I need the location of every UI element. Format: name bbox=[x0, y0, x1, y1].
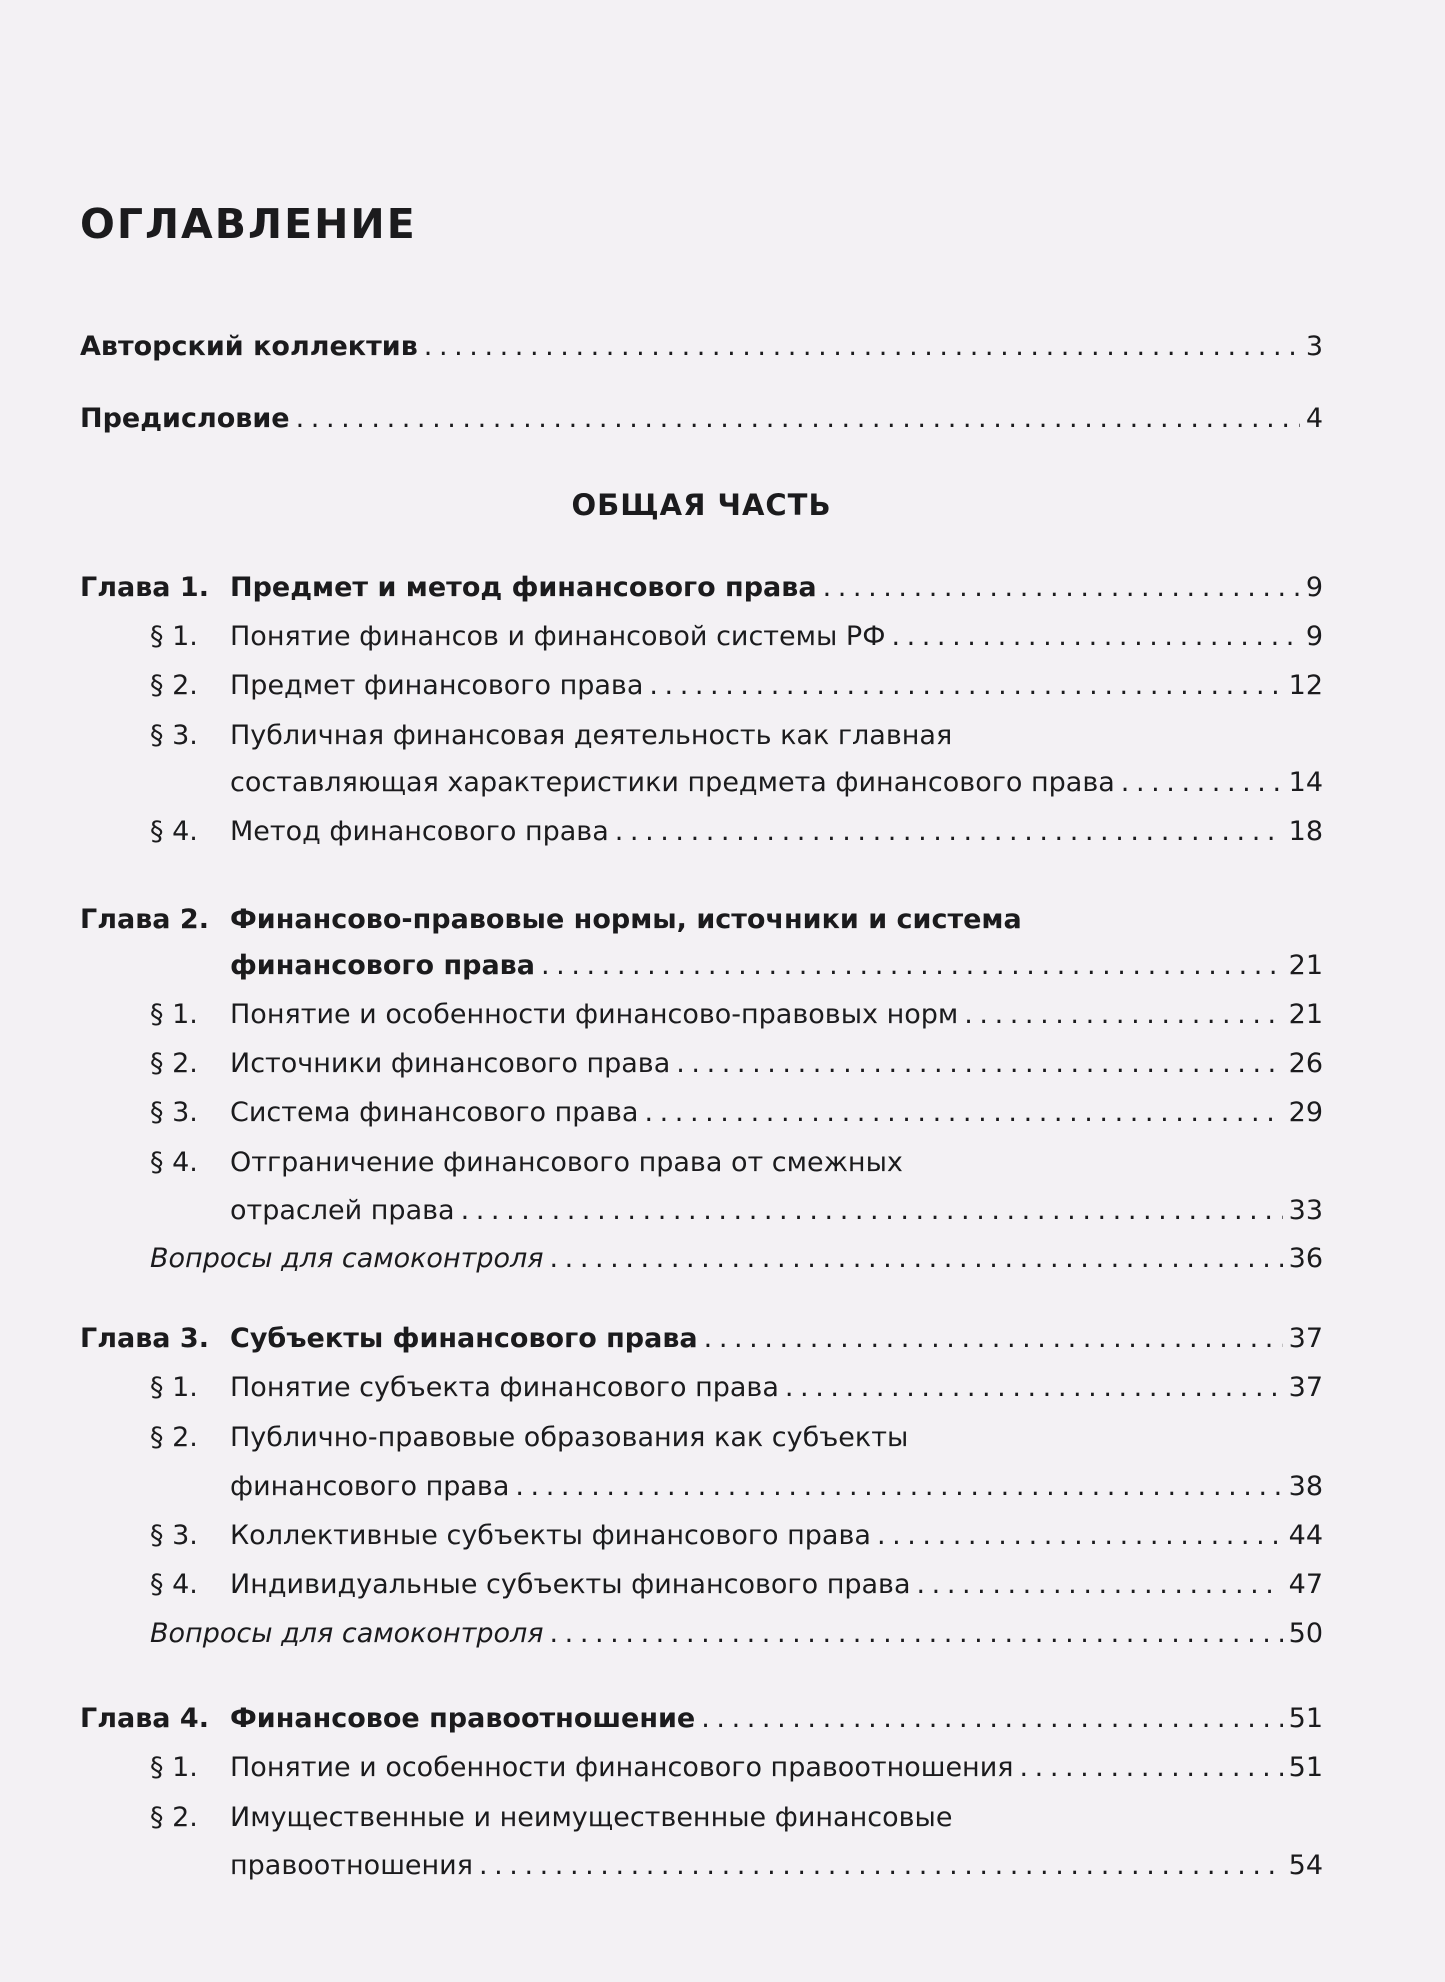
toc-leader bbox=[461, 1189, 1283, 1233]
toc-entry-label: Авторский коллектив bbox=[80, 331, 418, 362]
toc-leader bbox=[1121, 761, 1283, 805]
toc-questions[interactable] bbox=[150, 1237, 1323, 1281]
toc-leader bbox=[550, 1237, 1283, 1281]
toc-entry-line1: Публично-правовые образования как субъекты bbox=[230, 1422, 909, 1453]
toc-page-number: 18 bbox=[1288, 816, 1323, 847]
toc-entry-line1: Отграничение финансового права от смежных bbox=[230, 1147, 903, 1178]
toc-leader bbox=[649, 664, 1282, 708]
toc-leader bbox=[1020, 1746, 1283, 1790]
toc-entry-label: Источники финансового права bbox=[230, 1048, 671, 1079]
toc-entry[interactable] bbox=[230, 1465, 1323, 1509]
toc-entry[interactable] bbox=[230, 1366, 1323, 1410]
toc-entry-label: отраслей права bbox=[230, 1195, 455, 1226]
toc-page-number: 26 bbox=[1288, 1048, 1323, 1079]
toc-entry[interactable] bbox=[230, 1746, 1323, 1790]
toc-leader bbox=[823, 566, 1300, 610]
paragraph-number: § 1. bbox=[150, 1372, 198, 1403]
toc-page-number: 51 bbox=[1288, 1752, 1323, 1783]
toc-entry-authors[interactable] bbox=[80, 325, 1323, 369]
toc-entry-label: Понятие и особенности финансового правоотношения bbox=[230, 1752, 1014, 1783]
toc-entry[interactable] bbox=[230, 664, 1323, 708]
toc-page-number: 33 bbox=[1288, 1195, 1323, 1226]
chapter-title: Предмет и метод финансового права bbox=[230, 572, 817, 603]
toc-entry-label: Понятие субъекта финансового права bbox=[230, 1372, 779, 1403]
chapter-title-line1: Финансово-правовые нормы, источники и система bbox=[230, 904, 1022, 935]
paragraph-number: § 3. bbox=[150, 720, 198, 751]
toc-leader bbox=[676, 1042, 1282, 1086]
paragraph-number: § 2. bbox=[150, 670, 198, 701]
toc-entry[interactable] bbox=[230, 1189, 1323, 1233]
toc-entry[interactable] bbox=[230, 761, 1323, 805]
toc-page-number: 12 bbox=[1288, 670, 1323, 701]
chapter-number: Глава 1. bbox=[80, 572, 209, 603]
chapter-number: Глава 2. bbox=[80, 904, 209, 935]
paragraph-number: § 4. bbox=[150, 816, 198, 847]
paragraph-number: § 4. bbox=[150, 1147, 198, 1178]
toc-leader bbox=[615, 810, 1283, 854]
toc-entry[interactable] bbox=[230, 1514, 1323, 1558]
toc-entry-line1: Публичная финансовая деятельность как главная bbox=[230, 720, 953, 751]
section-heading: ОБЩАЯ ЧАСТЬ bbox=[571, 488, 832, 522]
chapter-title: Субъекты финансового права bbox=[230, 1323, 698, 1354]
chapter-number: Глава 4. bbox=[80, 1703, 209, 1734]
toc-entry-label: правоотношения bbox=[230, 1850, 473, 1881]
toc-page-number: 50 bbox=[1288, 1618, 1323, 1649]
toc-entry[interactable] bbox=[230, 1563, 1323, 1607]
toc-leader bbox=[704, 1317, 1283, 1361]
toc-entry[interactable] bbox=[230, 993, 1323, 1037]
paragraph-number: § 2. bbox=[150, 1048, 198, 1079]
toc-chapter-3[interactable] bbox=[80, 1317, 1323, 1361]
paragraph-number: § 4. bbox=[150, 1569, 198, 1600]
toc-page-number: 37 bbox=[1288, 1372, 1323, 1403]
toc-leader bbox=[785, 1366, 1283, 1410]
toc-page-number: 36 bbox=[1288, 1243, 1323, 1274]
toc-entry-label: Предисловие bbox=[80, 403, 290, 434]
paragraph-number: § 1. bbox=[150, 1752, 198, 1783]
page-title: ОГЛАВЛЕНИЕ bbox=[80, 200, 417, 248]
toc-leader bbox=[644, 1091, 1282, 1135]
toc-page-number: 47 bbox=[1288, 1569, 1323, 1600]
toc-questions[interactable] bbox=[150, 1612, 1323, 1656]
chapter-title: финансового права bbox=[230, 950, 535, 981]
toc-entry-label: Коллективные субъекты финансового права bbox=[230, 1520, 871, 1551]
toc-leader bbox=[296, 397, 1300, 441]
toc-entry-label: Понятие и особенности финансово-правовых норм bbox=[230, 999, 959, 1030]
paragraph-number: § 1. bbox=[150, 621, 198, 652]
paragraph-number: § 3. bbox=[150, 1520, 198, 1551]
toc-page-number: 4 bbox=[1305, 403, 1323, 434]
toc-page-number: 9 bbox=[1305, 572, 1323, 603]
paragraph-number: § 3. bbox=[150, 1097, 198, 1128]
toc-page-number: 3 bbox=[1305, 331, 1323, 362]
toc-leader bbox=[424, 325, 1300, 369]
toc-entry[interactable] bbox=[230, 810, 1323, 854]
toc-leader bbox=[891, 615, 1299, 659]
toc-page-number: 37 bbox=[1288, 1323, 1323, 1354]
toc-entry-preface[interactable] bbox=[80, 397, 1323, 441]
toc-entry-label: Индивидуальные субъекты финансового права bbox=[230, 1569, 911, 1600]
paragraph-number: § 1. bbox=[150, 999, 198, 1030]
toc-page-number: 14 bbox=[1288, 767, 1323, 798]
toc-chapter-1[interactable] bbox=[80, 566, 1323, 610]
toc-page-number: 54 bbox=[1288, 1850, 1323, 1881]
toc-entry-label: Система финансового права bbox=[230, 1097, 639, 1128]
toc-leader bbox=[479, 1844, 1283, 1888]
toc-leader bbox=[917, 1563, 1283, 1607]
toc-entry-label: составляющая характеристики предмета финансового права bbox=[230, 767, 1115, 798]
toc-chapter-2[interactable] bbox=[230, 944, 1323, 988]
toc-page-number: 21 bbox=[1288, 999, 1323, 1030]
toc-leader bbox=[964, 993, 1282, 1037]
toc-chapter-4[interactable] bbox=[80, 1697, 1323, 1741]
toc-entry-label: Вопросы для самоконтроля bbox=[150, 1243, 544, 1274]
toc-entry-label: Вопросы для самоконтроля bbox=[150, 1618, 544, 1649]
toc-entry[interactable] bbox=[230, 615, 1323, 659]
toc-page-number: 29 bbox=[1288, 1097, 1323, 1128]
paragraph-number: § 2. bbox=[150, 1802, 198, 1833]
toc-page-number: 21 bbox=[1288, 950, 1323, 981]
toc-page-number: 9 bbox=[1305, 621, 1323, 652]
toc-entry-label: Понятие финансов и финансовой системы РФ bbox=[230, 621, 886, 652]
toc-leader bbox=[701, 1697, 1282, 1741]
toc-entry-line1: Имущественные и неимущественные финансовые bbox=[230, 1802, 953, 1833]
paragraph-number: § 2. bbox=[150, 1422, 198, 1453]
toc-page-number: 38 bbox=[1288, 1471, 1323, 1502]
toc-page-number: 51 bbox=[1288, 1703, 1323, 1734]
toc-entry-label: Предмет финансового права bbox=[230, 670, 644, 701]
toc-leader bbox=[541, 944, 1283, 988]
chapter-title: Финансовое правоотношение bbox=[230, 1703, 696, 1734]
toc-leader bbox=[877, 1514, 1283, 1558]
toc-page-number: 44 bbox=[1288, 1520, 1323, 1551]
toc-entry[interactable] bbox=[230, 1091, 1323, 1135]
chapter-number: Глава 3. bbox=[80, 1323, 209, 1354]
toc-entry[interactable] bbox=[230, 1844, 1323, 1888]
toc-leader bbox=[515, 1465, 1282, 1509]
toc-entry-label: финансового права bbox=[230, 1471, 510, 1502]
toc-leader bbox=[550, 1612, 1283, 1656]
toc-entry[interactable] bbox=[230, 1042, 1323, 1086]
toc-entry-label: Метод финансового права bbox=[230, 816, 609, 847]
